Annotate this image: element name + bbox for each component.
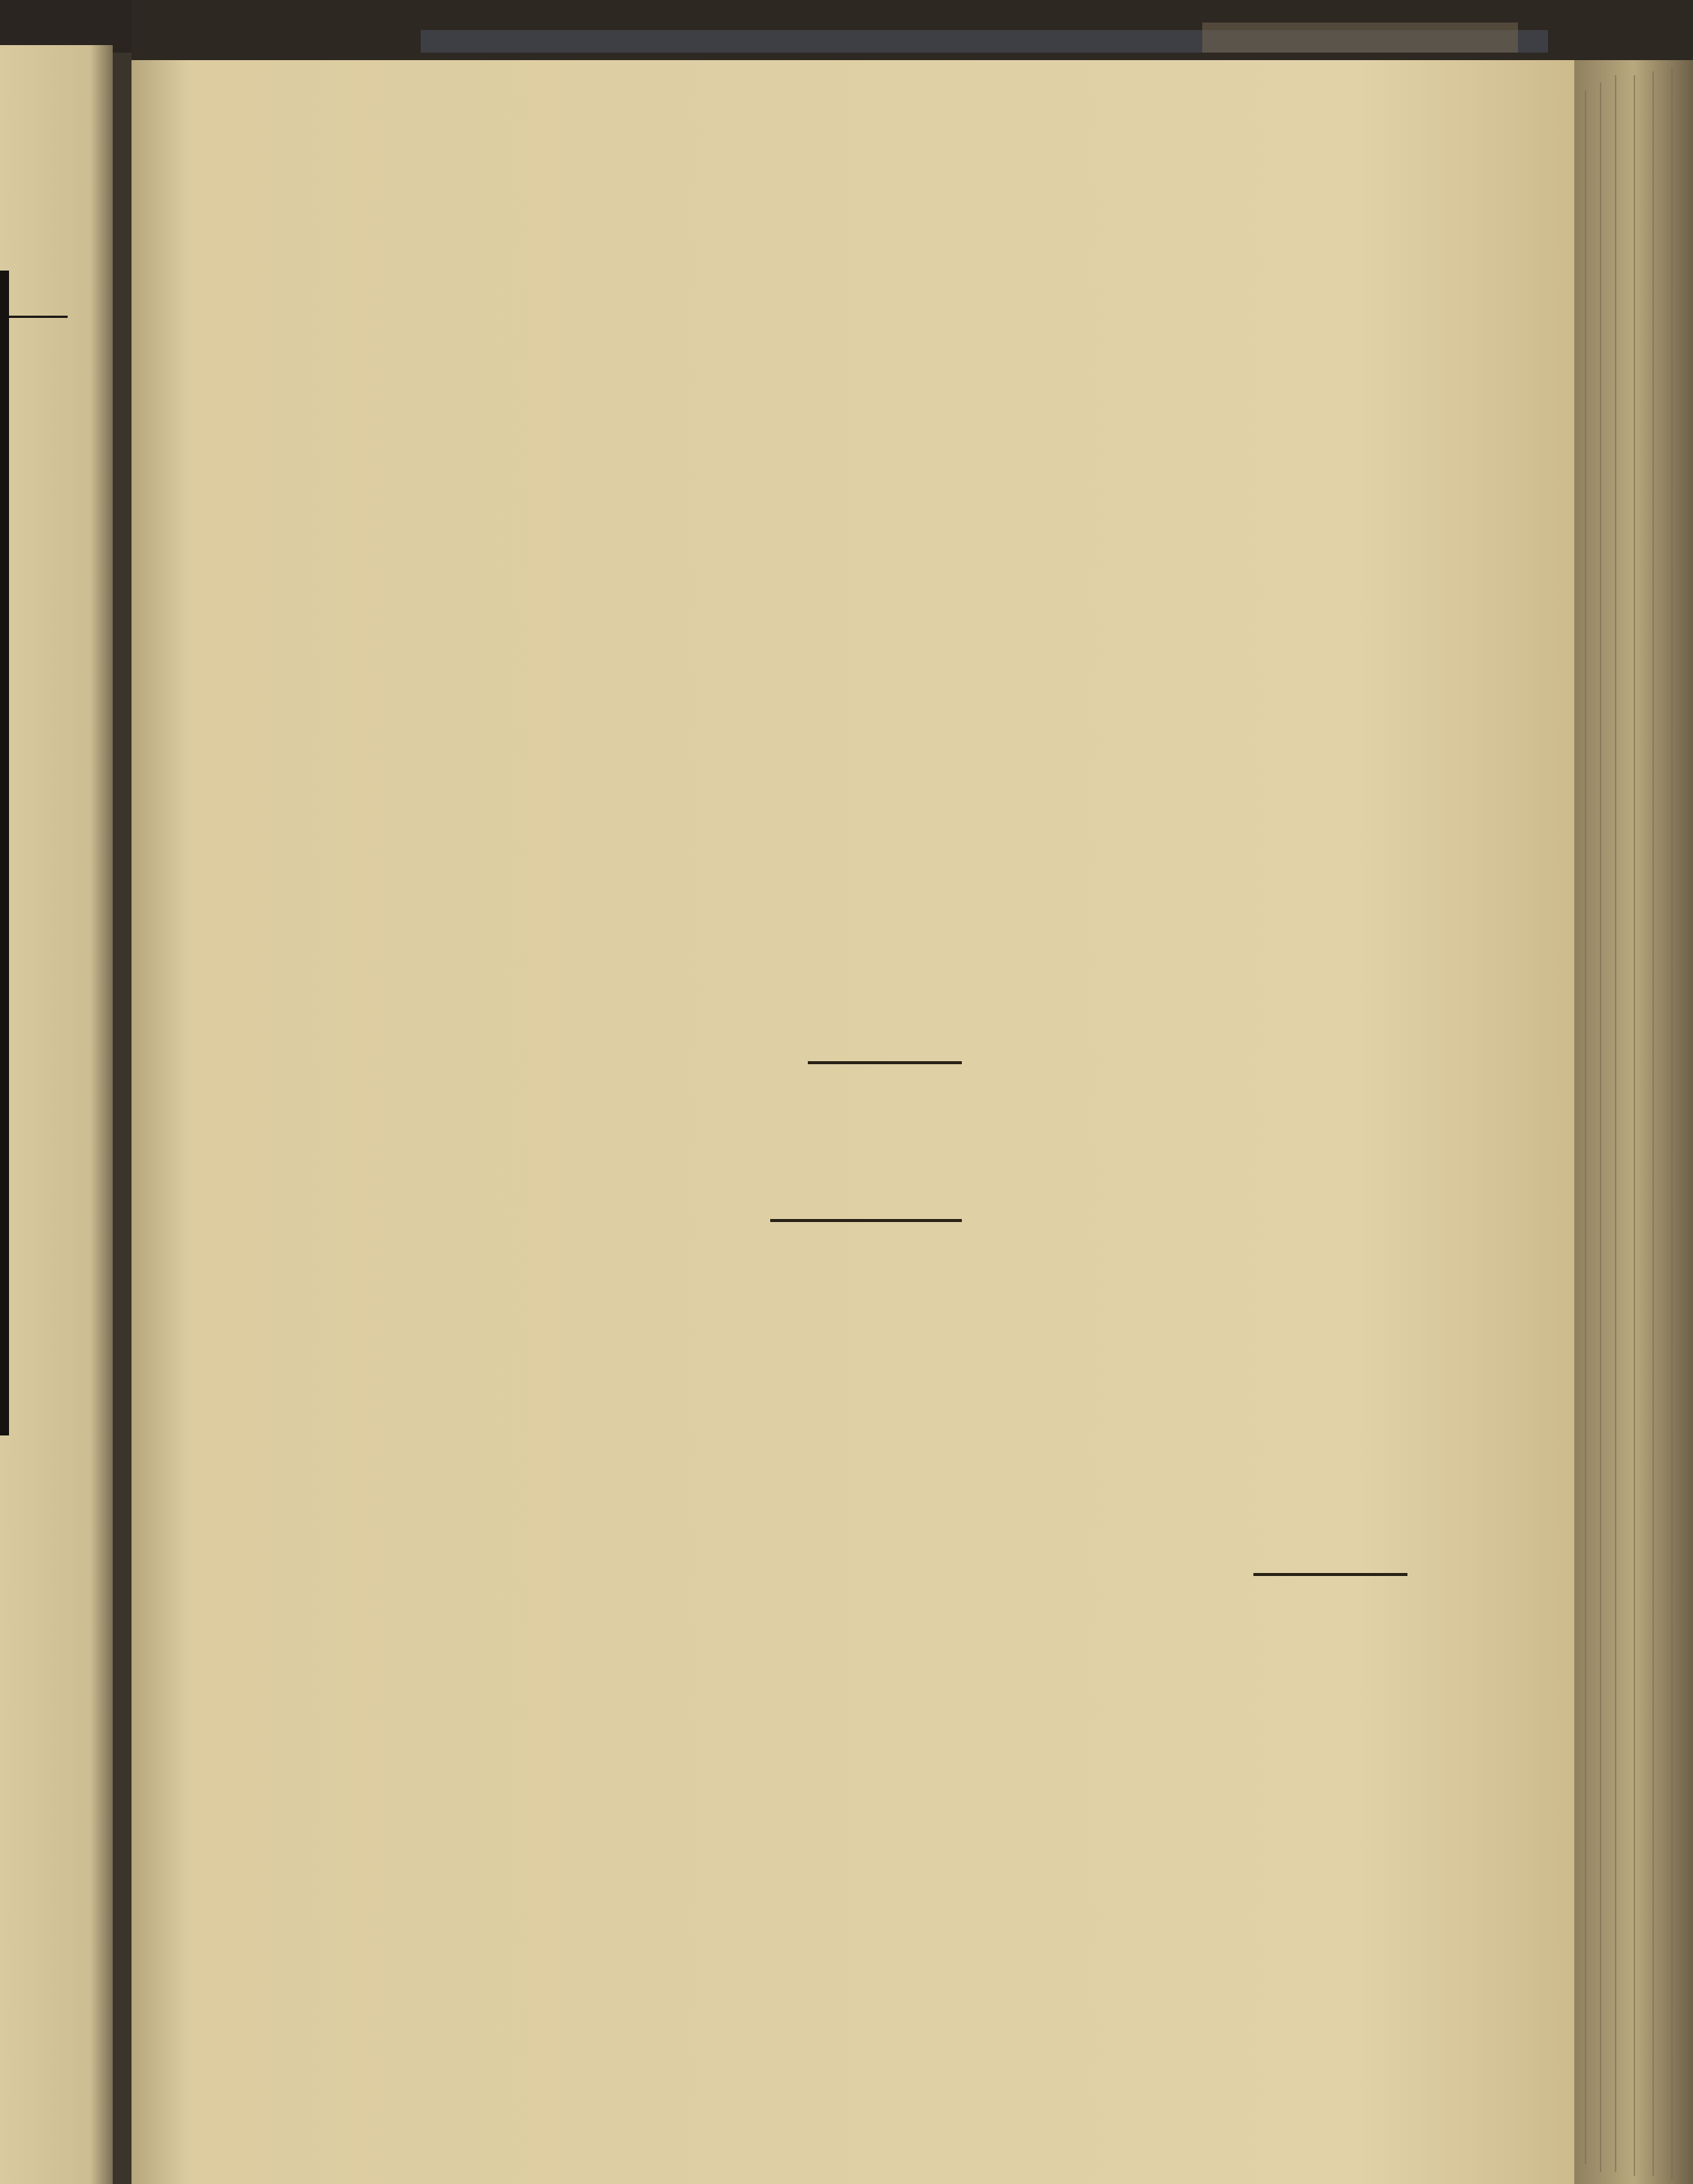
paragraph-line [239,1523,1411,1558]
table-row [398,1244,1262,1278]
table-row [398,842,1262,876]
wiesen-line [481,1011,1007,1045]
table-row [398,1202,1262,1237]
sum-rule [1253,1573,1407,1576]
paragraph-line [239,1631,1411,1665]
book-gutter [113,53,132,2184]
facing-page-edge [0,45,113,2184]
kleien-line [440,1171,1041,1205]
wiesen-line [436,928,1037,963]
paragraph-line [239,1420,1411,1455]
table-row [398,1087,1262,1122]
kleien-line [398,1130,999,1164]
table-row [398,1046,1262,1081]
table-row [398,1285,1262,1320]
table-row [398,1326,1262,1361]
